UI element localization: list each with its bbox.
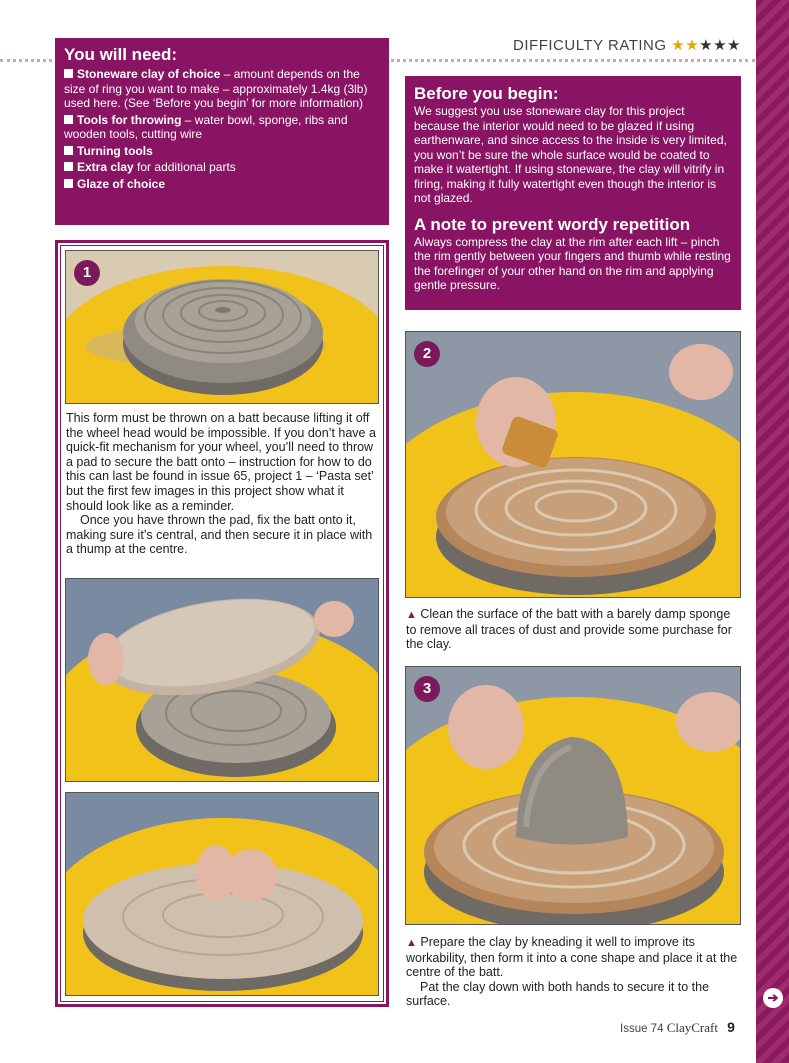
step-number-badge: 1 <box>74 260 100 286</box>
step2-caption: ▲ Clean the surface of the batt with a barely damp sponge to remove all traces of dust and provide some purchase for the clay. <box>406 607 732 652</box>
rating-stars <box>671 37 741 54</box>
star-filled-icon: ★ <box>671 37 686 54</box>
you-will-need-panel <box>55 38 389 225</box>
photo-step1-batt <box>65 578 379 782</box>
need-item: Tools for throwing – water bowl, sponge, ribs and wooden tools, cutting wire <box>64 112 348 141</box>
bullet-square-icon <box>64 162 73 171</box>
step-number-badge: 3 <box>414 676 440 702</box>
triangle-up-icon: ▲ <box>406 937 417 949</box>
star-empty-icon: ★ <box>727 37 741 54</box>
page-number: 9 <box>727 1019 735 1035</box>
star-filled-icon: ★ <box>685 37 700 54</box>
issue-label: Issue 74 <box>620 1023 664 1035</box>
bullet-square-icon <box>64 69 73 78</box>
note-text: Always compress the clay at the rim after each lift – pinch the rim gently between your fingers and thumb while resting the forefinger of your other hand on the rim and applying gentle pressure. <box>414 234 731 292</box>
you-will-need-title: You will need: <box>64 45 178 64</box>
triangle-up-icon: ▲ <box>406 609 417 621</box>
note-title: A note to prevent wordy repetition <box>414 214 691 234</box>
side-stripe <box>756 0 789 1063</box>
need-item: Stoneware clay of choice – amount depends on the size of ring you want to make – approximately 1.4kg (3lb) used here. (See ‘Before you begin’ for more information) <box>64 67 368 110</box>
bullet-square-icon <box>64 179 73 188</box>
step3-caption-2: Pat the clay down with both hands to secure it to the surface. <box>406 979 710 1009</box>
photo-step1-pad <box>65 250 379 404</box>
step-number-badge: 2 <box>414 341 440 367</box>
need-item: Turning tools <box>64 144 380 159</box>
photo-step1-thump <box>65 792 379 996</box>
photo-step2-sponge <box>405 331 741 598</box>
before-you-begin-panel <box>405 76 741 310</box>
step1-text <box>66 411 380 557</box>
star-empty-icon: ★ <box>713 37 728 54</box>
need-item: Glaze of choice <box>64 177 380 192</box>
difficulty-rating <box>513 36 741 54</box>
photo-step3-clay <box>405 666 741 925</box>
bullet-square-icon <box>64 115 73 124</box>
need-item: Extra clay for additional parts <box>64 160 380 175</box>
magazine-brand: ClayCraft <box>666 1020 718 1035</box>
bullet-square-icon <box>64 146 73 155</box>
arrow-right-icon[interactable]: ➔ <box>763 988 783 1008</box>
page-footer <box>620 1019 735 1036</box>
difficulty-label: DIFFICULTY RATING <box>513 37 667 54</box>
before-you-begin-title: Before you begin: <box>414 84 559 103</box>
before-you-begin-text: We suggest you use stoneware clay for this project because the interior would need to be glazed if using earthenware, and since access to the inside is very limited, you won’t be sure the whole surface would be coated to make it watertight. If using stoneware, the clay will vitrify in firing, making it fully watertight even though the interior is not glazed. <box>414 104 727 205</box>
step1-paragraph-2: Once you have thrown the pad, fix the batt onto it, making sure it’s central, and then secure it in place with a thump at the centre. <box>66 513 373 557</box>
star-empty-icon: ★ <box>699 37 714 54</box>
step3-caption: ▲ Prepare the clay by kneading it well to improve its workability, then form it into a cone shape and place it at the centre of the batt. Pat the clay down with both hands to secure it to the surface. <box>406 935 742 1009</box>
step1-paragraph: This form must be thrown on a batt because lifting it off the wheel head would be impossible. If you don’t have a quick-fit mechanism for your wheel, you’ll need to throw a pad to secure the batt onto – instruction for how to do this can last be found in issue 65, project 1 – ‘Pasta set’ but the first few images in this project show what it should look like as a reminder. <box>66 411 376 513</box>
